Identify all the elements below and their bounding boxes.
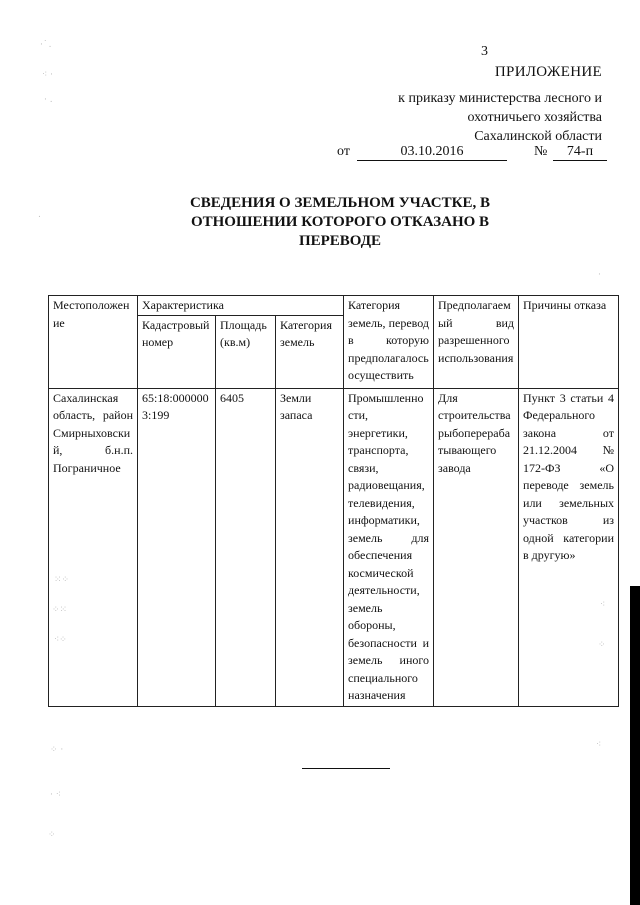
order-from-label: от	[337, 144, 350, 159]
cell-location: Сахалинская область, район Смирныховский, б.н.п. Пограничное	[49, 388, 138, 706]
order-number-label: №	[534, 144, 548, 159]
table-row	[49, 388, 619, 706]
document-title: СВЕДЕНИЯ О ЗЕМЕЛЬНОМ УЧАСТКЕ, В ОТНОШЕНИИ КОТОРОГО ОТКАЗАНО В ПЕРЕВОДЕ	[189, 195, 491, 249]
header-location: Местоположение	[49, 296, 138, 389]
page-number: 3	[481, 44, 488, 59]
scan-speck: ·	[598, 270, 601, 280]
scan-speck: ⁘ ·	[50, 745, 64, 755]
land-plot-table	[48, 295, 619, 707]
scan-speck: ⁙⁘	[54, 575, 70, 585]
header-area: Площадь (кв.м)	[216, 315, 276, 388]
scan-speck: ⁘	[48, 830, 56, 840]
scan-edge-shadow	[630, 586, 640, 905]
scan-speck: .	[38, 210, 41, 220]
cell-cadastral: 65:18:0000003:199	[138, 388, 216, 706]
appendix-header	[342, 64, 602, 146]
scan-speck: ⁘⁙	[52, 605, 68, 615]
header-land-category: Категория земель	[276, 315, 344, 388]
header-characteristics: Характеристика	[138, 296, 344, 316]
appendix-line-3: Сахалинской области	[474, 129, 602, 144]
header-intended-use: Предполагаемый вид разрешенного использования	[434, 296, 519, 389]
header-reasons: Причины отказа	[519, 296, 619, 389]
scan-speck: ⁘	[598, 640, 606, 650]
cell-area: 6405	[216, 388, 276, 706]
header-transfer-category: Категория земель, перевод в которую предполагалось осуществить	[344, 296, 434, 389]
order-reference	[337, 144, 607, 166]
cell-intended-use: Для строительства рыбоперерабатывающего завода	[434, 388, 519, 706]
appendix-line-2: охотничьего хозяйства	[467, 110, 602, 125]
scan-speck: ⁖	[600, 600, 606, 610]
cell-land-category: Земли запаса	[276, 388, 344, 706]
header-cadastral: Кадастровый номер	[138, 315, 216, 388]
order-number: 74-п	[553, 144, 607, 161]
scan-speck: ⁖	[596, 740, 602, 750]
scan-speck: · ⁖	[50, 790, 61, 800]
order-date: 03.10.2016	[357, 144, 507, 161]
separator-line	[302, 768, 390, 769]
scan-speck: ⁖ ·	[42, 70, 53, 80]
cell-transfer-category: Промышленности, энергетики, транспорта, связи, радиовещания, телевидения, информатики, земель для обеспечения космической деятельности, земель обороны, безопасности и земель иного специального назначения	[344, 388, 434, 706]
appendix-line-1: к приказу министерства лесного и	[398, 91, 602, 106]
table-header-row	[49, 296, 619, 316]
appendix-title: ПРИЛОЖЕНИЕ	[494, 64, 602, 80]
cell-reasons: Пункт 3 статьи 4 Федерального закона от 21.12.2004 № 172-ФЗ «О переводе земель или земельных участков из одной категории в другую»	[519, 388, 619, 706]
scan-speck: · .	[44, 95, 53, 105]
scan-speck: ⁖⁘	[54, 635, 67, 645]
scan-speck: · ͘ .	[40, 40, 52, 50]
